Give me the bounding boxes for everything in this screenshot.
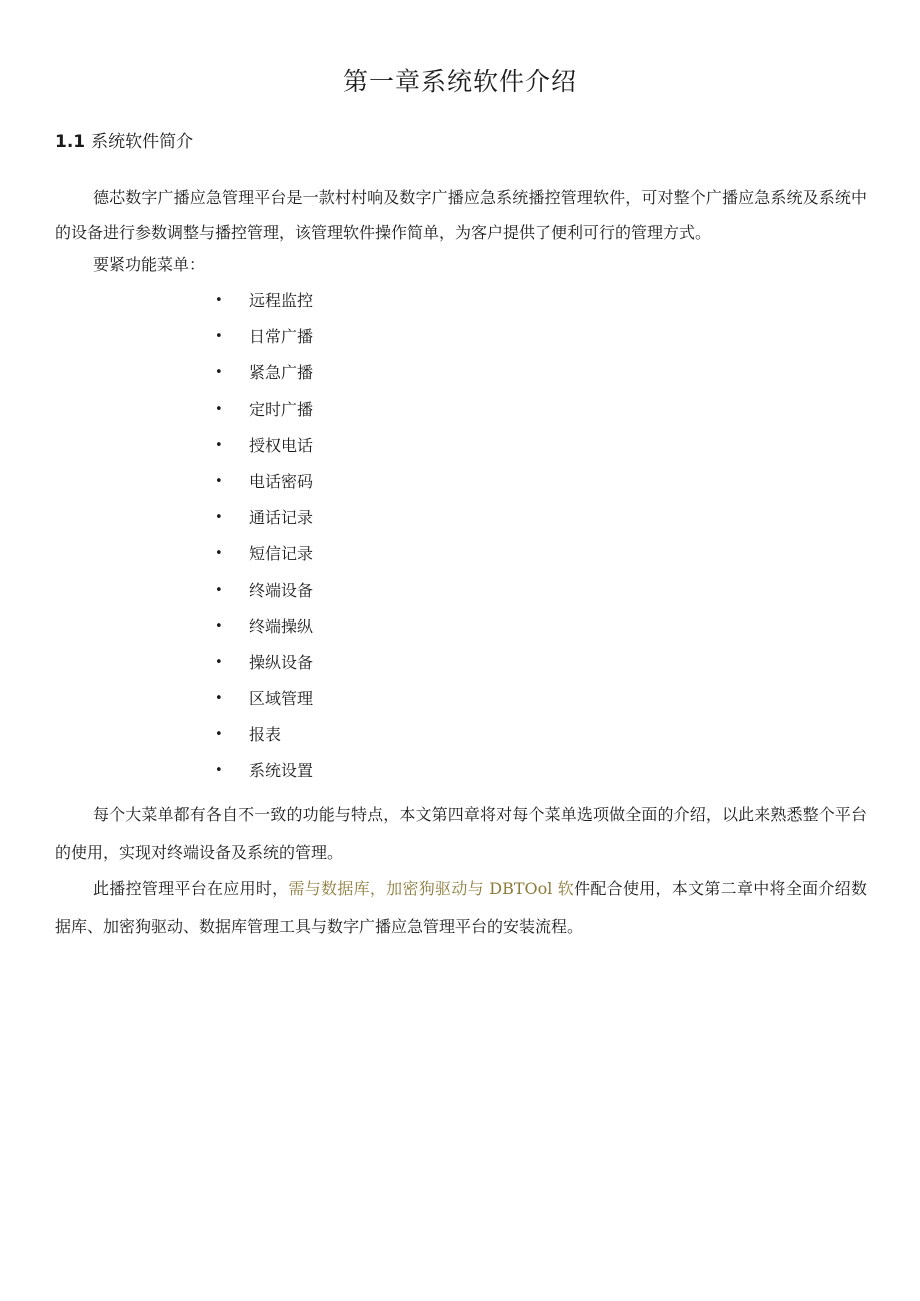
menu-item-label: 紧急广播 xyxy=(249,363,314,383)
intro-paragraph: 德芯数字广播应急管理平台是一款村村响及数字广播应急系统播控管理软件，可对整个广播应急系统及系统中的设备进行参数调整与播控管理，该管理软件操作简单，为客户提供了便利可行的管理方式。 xyxy=(55,188,867,242)
menu-item-label: 报表 xyxy=(249,725,282,745)
install-paragraph-after: 件配合使用，本文第二章中将全面介绍数据库、加密狗驱动、数据库管理工具与数字广播应急管理平台的安装流程。 xyxy=(55,879,867,936)
section-number: 1.1 xyxy=(55,132,86,152)
install-paragraph-highlight: 需与数据库，加密狗驱动与 DBTOol 软 xyxy=(288,879,575,898)
menu-item-label: 短信记录 xyxy=(249,544,314,564)
bullet-icon: • xyxy=(215,727,223,743)
menu-item-label: 定时广播 xyxy=(249,399,314,419)
bullet-icon: • xyxy=(215,582,223,598)
bullet-icon: • xyxy=(215,654,223,670)
bullet-icon: • xyxy=(215,763,223,779)
menu-item-label: 终端操纵 xyxy=(249,616,314,636)
bullet-icon: • xyxy=(215,437,223,453)
menu-item-label: 远程监控 xyxy=(249,291,314,310)
section-heading xyxy=(55,129,193,155)
bullet-icon: • xyxy=(215,365,223,381)
menu-item-label: 授权电话 xyxy=(249,435,314,455)
section-title: 系统软件简介 xyxy=(91,132,194,152)
menu-heading: 要紧功能菜单： xyxy=(93,255,206,274)
chapter-title: 第一章系统软件介绍 xyxy=(342,67,577,96)
features-paragraph: 每个大菜单都有各自不一致的功能与特点，本文第四章将对每个菜单选项做全面的介绍，以此来熟悉整个平台的使用，实现对终端设备及系统的管理。 xyxy=(55,805,867,862)
bullet-icon: • xyxy=(215,510,223,526)
bullet-icon: • xyxy=(215,546,223,562)
menu-item-label: 区域管理 xyxy=(249,689,314,709)
menu-item-label: 通话记录 xyxy=(249,508,314,528)
menu-item-label: 操纵设备 xyxy=(249,652,314,672)
bullet-icon: • xyxy=(215,691,223,707)
bullet-icon: • xyxy=(215,618,223,634)
menu-item-label: 日常广播 xyxy=(249,327,314,347)
menu-item-label: 系统设置 xyxy=(249,761,314,781)
bullet-icon: • xyxy=(215,293,223,308)
bullet-icon: • xyxy=(215,329,223,345)
bullet-icon: • xyxy=(215,401,223,417)
menu-item-label: 电话密码 xyxy=(249,471,314,491)
install-paragraph-before: 此播控管理平台在应用时， xyxy=(93,879,289,898)
bullet-icon: • xyxy=(215,473,223,489)
menu-item-label: 终端设备 xyxy=(249,580,314,600)
install-paragraph xyxy=(55,870,867,946)
